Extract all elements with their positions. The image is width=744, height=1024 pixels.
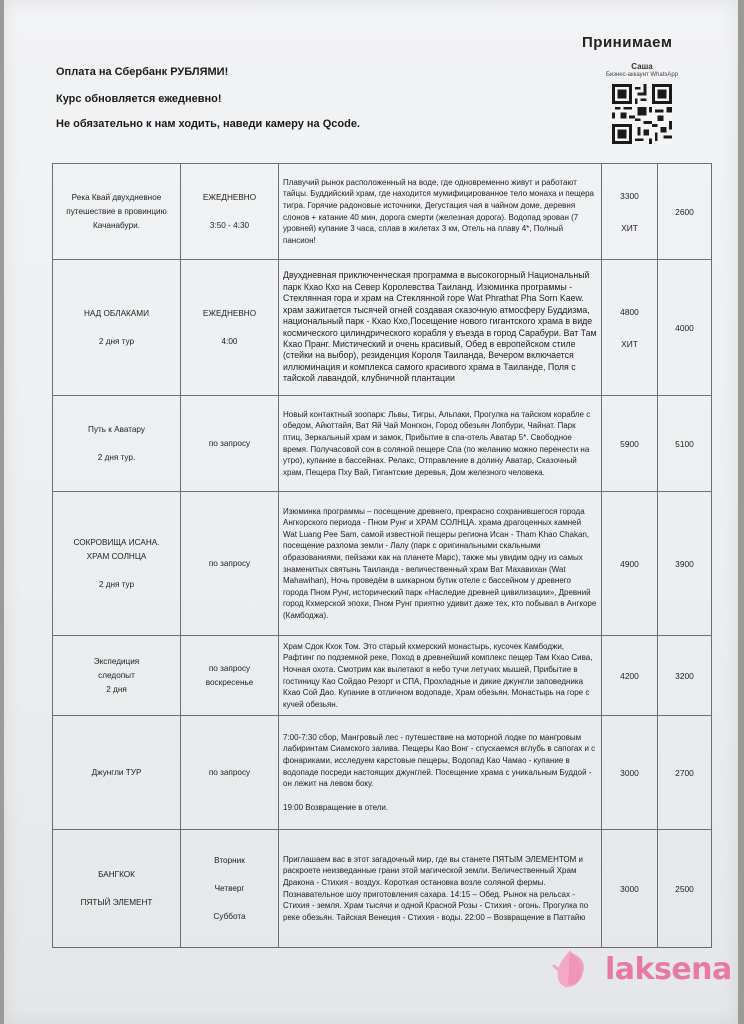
- tour-description: Изюминка программы – посещение древнего, прекрасно сохранившегося города Ангкорского периода - Пном Рунг и ХРАМ СОЛНЦА. храма драгоценных камней Wat Luang Pee Sam, самой известной пещеры региона Исан - Tham Khao Chakan, посещение разлома земли - Лалу (парк с оригинальными скальными образованиями, пейзажи как на планете Марс), также мы увидим одну из самых знаменитых святынь Таиланда - величественный храм Ват Махавихан (Wat Mahawihan), Ночь проведём в шикарном бутик отеле с бассейном у древнего города Пном Рунг, исторический парк «Наследие древней цивилизации», Древний город Кхмерской эпохи, Пном Рунг приятно удивит даже тех, кто побывал в Ангкоре (Камбоджа).: [279, 492, 602, 636]
- tour-price-2: 3900: [658, 492, 712, 636]
- tour-schedule: по запросу воскресенье: [181, 636, 279, 716]
- tour-description: Двухдневная приключенческая программа в высокогорный Национальный парк Кхао Кхо на Север Королевства Таиланд. Изюминка программы - Стеклянная гора и храм на Стеклянной горе Wat Phrathat Pha Sorn Kaew. храм зажигается тысячей огней создавая сказочную атмосферу Буддизма, национальный парк - Кхао Кхо,Посещение нового гигантского храма в виде космического цилиндрического корабля у въезда в город Сарабури. Ват Там Кхао Пранг. Мистический и очень красивый, Обед в европейском стиле (стейки на выбор), резиденция Короля Таиланда, Вечером включается иллюминация и комплекса самого красивого храма в Таиланде, Поля с тайской лавандой, клубничной плантации: [279, 260, 602, 396]
- tour-description: Плавучий рынок расположенный на воде, где одновременно живут и работают тайцы. Буддийский храм, где находится мумифицированное тело монаха и пещера тигра. Горячие радоновые источники, Дегустация чая в чайном доме, деревня слонов + катание 40 мин, дорога смерти (железная дорога). Водопад эрован (7 уровней) купание 3 часа, сплав в жилетах 3 км, Отель на плаву 4*, Полный пансион!: [279, 164, 602, 260]
- laksena-watermark: laksena: [605, 952, 732, 987]
- headline-rate: Курс обновляется ежедневно!: [56, 93, 222, 105]
- tour-price-1: 4900: [602, 492, 658, 636]
- tour-schedule: Вторник Четверг Суббота: [181, 830, 279, 948]
- table-row: [53, 164, 712, 260]
- qr-code-image[interactable]: [612, 84, 672, 144]
- tour-price-2: 3200: [658, 636, 712, 716]
- tour-price-1: 4200: [602, 636, 658, 716]
- accept-header: [582, 34, 692, 51]
- qr-owner-name: Саша: [631, 62, 653, 71]
- accept-label: Принимаем: [582, 34, 673, 51]
- tour-price-1: 3000: [602, 830, 658, 948]
- tour-return-note: 19:00 Возвращение в отели.: [283, 802, 389, 812]
- tour-description: 7:00-7:30 сбор, Мангровый лес - путешествие на моторной лодке по мангровым лабиринтам Сиамского залива. Пещеры Као Вонг - спускаемся вглубь в сапогах и с фонариками, исследуем карстовые пещеры, Водопад Као Чамао - купание в водопаде посреди настоящих джунглей. Посещение храма с уникальным Буддой - он лежит на левом боку. 19:00 Возвращение в отели.: [279, 716, 602, 830]
- tour-name: БАНГКОК ПЯТЫЙ ЭЛЕМЕНТ: [53, 830, 181, 948]
- table-row: [53, 260, 712, 396]
- tour-schedule: по запросу: [181, 396, 279, 492]
- table-row: [53, 716, 712, 830]
- headline-qr-hint: Не обязательно к нам ходить, наведи камеру на Qcode.: [56, 118, 360, 130]
- tour-description: Приглашаем вас в этот загадочный мир, где вы станете ПЯТЫМ ЭЛЕМЕНТОМ и раскроете неизведанные грани этой магической земли. Величественный Храм Дракона - Стихия - воздух. Короткая остановка возле соляной фермы. Познавательное шоу приготовления сахара. 14:15 – Обед. Рынок на рельсах - Стихия - земля. Храм тысячи и одной Красной Розы - Стихия - огонь. Прогулка по реке обезьян. Тайская Венеция - Стихия - воды. 22:00 – Возвращение в Паттайю: [279, 830, 602, 948]
- tour-price-2: 2700: [658, 716, 712, 830]
- tour-price-2: 2600: [658, 164, 712, 260]
- table-row: [53, 636, 712, 716]
- table-row: [53, 396, 712, 492]
- tour-price-2: 2500: [658, 830, 712, 948]
- tour-price-1: 5900: [602, 396, 658, 492]
- tour-price-1: 3000: [602, 716, 658, 830]
- tour-name: Путь к Аватару 2 дня тур.: [53, 396, 181, 492]
- tour-price-2: 5100: [658, 396, 712, 492]
- tour-schedule: по запросу: [181, 492, 279, 636]
- tour-name: НАД ОБЛАКАМИ 2 дня тур: [53, 260, 181, 396]
- table-row: [53, 492, 712, 636]
- tour-price-1: 3300 ХИТ: [602, 164, 658, 260]
- tour-name: Экспедиция следопыт 2 дня: [53, 636, 181, 716]
- document-page: [4, 0, 738, 1024]
- tour-description: Храм Сдок Кхок Том. Это старый кхмерский монастырь, кусочек Камбоджи, Рафтинг по подземной реке, Поход в древнейший комплекс пещер Там Кхао Сива, Ночная охота. Смотрим как вылетают в небо тучи летучих мышей, Прибытие в гостиницу Као Сойдао Резорт и СПА, Прохладные и дикие джунгли заповедника Кхао Сой Дао. Купание в отличном водопаде, Храм обезьян. Монастырь на горе с кучей обезьян.: [279, 636, 602, 716]
- tour-price-1: 4800 ХИТ: [602, 260, 658, 396]
- tour-name: Река Квай двухдневное путешествие в провинцию Качанабури.: [53, 164, 181, 260]
- tour-price-2: 4000: [658, 260, 712, 396]
- table-row: [53, 830, 712, 948]
- tour-name: Джунгли ТУР: [53, 716, 181, 830]
- tour-description: Новый контактный зоопарк: Львы, Тигры, Альпаки, Прогулка на тайском корабле с обедом, Айюттайя, Ват Яй Чай Монгкон, Город обезьян Лопбури, Чайнат. Парк птиц, Зеркальный храм и замок, Прибытие в спа-отель Аватар 5*. Свободное время. Получасовой сон в соляной пещере Спа (по желанию можно перенести на утро), купание в бассейнах. Релакс, Отправление в долину Аватар, Сказочный храм, Пещера Пху Вай, Гигантские деревья, Дом железного человека.: [279, 396, 602, 492]
- headline-payment: Оплата на Сбербанк РУБЛЯМИ!: [56, 66, 229, 78]
- tours-table: [52, 163, 712, 948]
- tour-schedule: ЕЖЕДНЕВНО 3:50 - 4:30: [181, 164, 279, 260]
- qr-block: [586, 62, 698, 144]
- tour-name: СОКРОВИЩА ИСАНА. ХРАМ СОЛНЦА 2 дня тур: [53, 492, 181, 636]
- qr-subtitle: Бизнес-аккаунт WhatsApp: [605, 72, 679, 78]
- tour-schedule: по запросу: [181, 716, 279, 830]
- tour-schedule: ЕЖЕДНЕВНО 4:00: [181, 260, 279, 396]
